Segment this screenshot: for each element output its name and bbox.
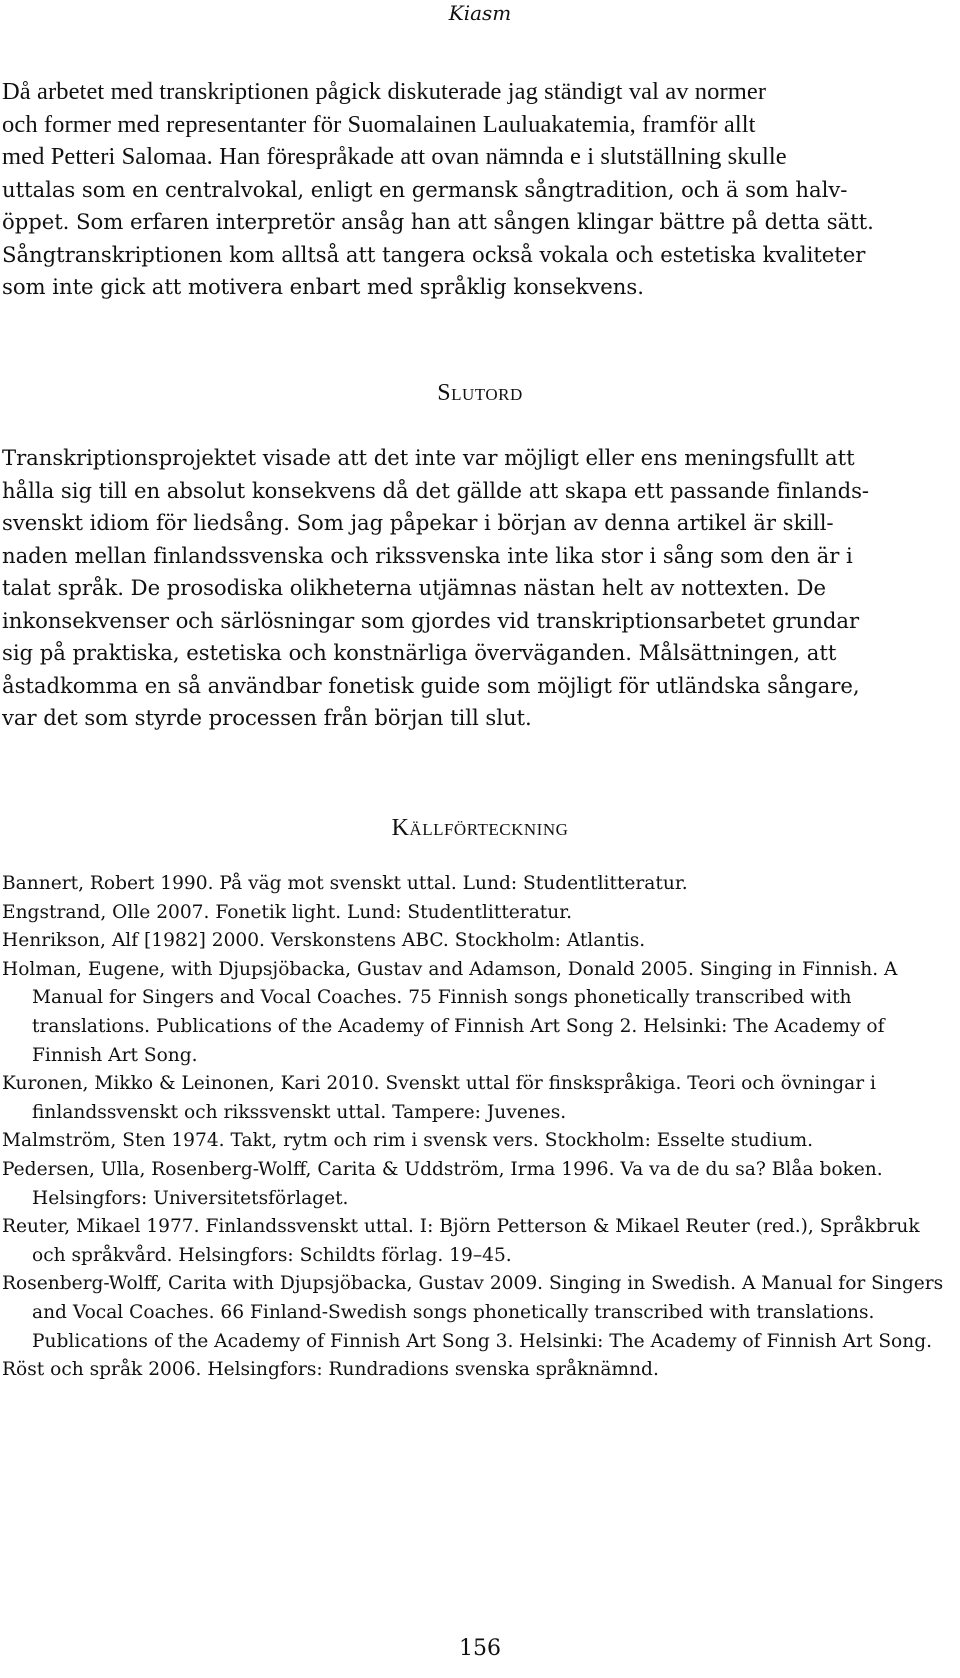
text-line: sig på praktiska, estetiska och konstnärliga överväganden. Målsättningen, att bbox=[2, 640, 837, 665]
reference-item: Kuronen, Mikko & Leinonen, Kari 2010. Svenskt uttal för finskspråkiga. Teori och övningar i finlandssvenskt och rikssvenskt uttal. Tampere: Juvenes. bbox=[2, 1073, 877, 1123]
page-number: 156 bbox=[459, 1636, 501, 1661]
text-line: svenskt idiom för liedsång. Som jag påpekar i början av denna artikel är skill- bbox=[2, 510, 834, 535]
reference-item: Malmström, Sten 1974. Takt, rytm och rim i svensk vers. Stockholm: Esselte studium. bbox=[2, 1130, 814, 1152]
paragraph-conclusion bbox=[2, 442, 955, 735]
text-line: inkonsekvenser och särlösningar som gjordes vid transkriptionsarbetet grundar bbox=[2, 607, 860, 633]
section-heading-kallforteckning: Källförteckning bbox=[391, 815, 569, 841]
text-line: som inte gick att motivera enbart med språklig konsekvens. bbox=[2, 274, 644, 299]
text-line: Sångtranskriptionen kom alltså att tangera också vokala och estetiska kvaliteter bbox=[2, 241, 866, 267]
reference-item: Röst och språk 2006. Helsingfors: Rundradions svenska språknämnd. bbox=[2, 1359, 659, 1381]
running-head: Kiasm bbox=[448, 1, 512, 25]
reference-list bbox=[2, 870, 955, 1385]
reference-item: Henrikson, Alf [1982] 2000. Verskonstens ABC. Stockholm: Atlantis. bbox=[2, 930, 646, 952]
reference-item: Bannert, Robert 1990. På väg mot svenskt uttal. Lund: Studentlitteratur. bbox=[2, 873, 688, 894]
text-line: Då arbetet med transkriptionen pågick diskuterade jag ständigt val av normer bbox=[2, 78, 767, 105]
section-heading-slutord: Slutord bbox=[437, 380, 523, 406]
text-line: hålla sig till en absolut konsekvens då det gällde att skapa ett passande finlands- bbox=[2, 477, 870, 503]
reference-item: Reuter, Mikael 1977. Finlandssvenskt uttal. I: Björn Petterson & Mikael Reuter (red.), Språkbruk och språkvård. Helsingfors: Schildts förlag. 19–45. bbox=[2, 1216, 920, 1266]
text-line: och former med representanter för Suomalainen Lauluakatemia, framför allt bbox=[2, 110, 756, 138]
reference-item: Pedersen, Ulla, Rosenberg-Wolff, Carita & Uddström, Irma 1996. Va va de du sa? Blåa boken. Helsingfors: Universitetsförlaget. bbox=[2, 1158, 883, 1209]
text-line: talat språk. De prosodiska olikheterna utjämnas nästan helt av nottexten. De bbox=[2, 575, 826, 600]
paragraph-transcription-norms bbox=[2, 76, 955, 304]
text-line: Transkriptionsprojektet visade att det inte var möjligt eller ens meningsfullt att bbox=[2, 445, 855, 470]
reference-item: Engstrand, Olle 2007. Fonetik light. Lund: Studentlitteratur. bbox=[2, 901, 572, 923]
text-line: var det som styrde processen från början till slut. bbox=[2, 705, 532, 730]
text-line: öppet. Som erfaren interpretör ansåg han att sången klingar bättre på detta sätt. bbox=[2, 209, 874, 234]
reference-item: Rosenberg-Wolff, Carita with Djupsjöbacka, Gustav 2009. Singing in Swedish. A Manual for Singers and Vocal Coaches. 66 Finland-Swedish songs phonetically transcribed with translations. Publications of the Academy of Finnish Art Song 3. Helsinki: The Academy of Finnish Art Song. bbox=[2, 1273, 944, 1352]
text-line: uttalas som en centralvokal, enligt en germansk sångtradition, och ä som halv- bbox=[2, 176, 848, 202]
text-line: naden mellan finlandssvenska och rikssvenska inte lika stor i sång som den är i bbox=[2, 542, 853, 568]
text-line: med Petteri Salomaa. Han förespråkade att ovan nämnda e i slutställning skulle bbox=[2, 143, 787, 170]
reference-item: Holman, Eugene, with Djupsjöbacka, Gustav and Adamson, Donald 2005. Singing in Finnish. A Manual for Singers and Vocal Coaches. 75 Finnish songs phonetically transcribed with translations. Publications of the Academy of Finnish Art Song 2. Helsinki: The Academy of Finnish Art Song. bbox=[2, 958, 898, 1066]
text-line: åstadkomma en så användbar fonetisk guide som möjligt för utländska sångare, bbox=[2, 672, 860, 698]
